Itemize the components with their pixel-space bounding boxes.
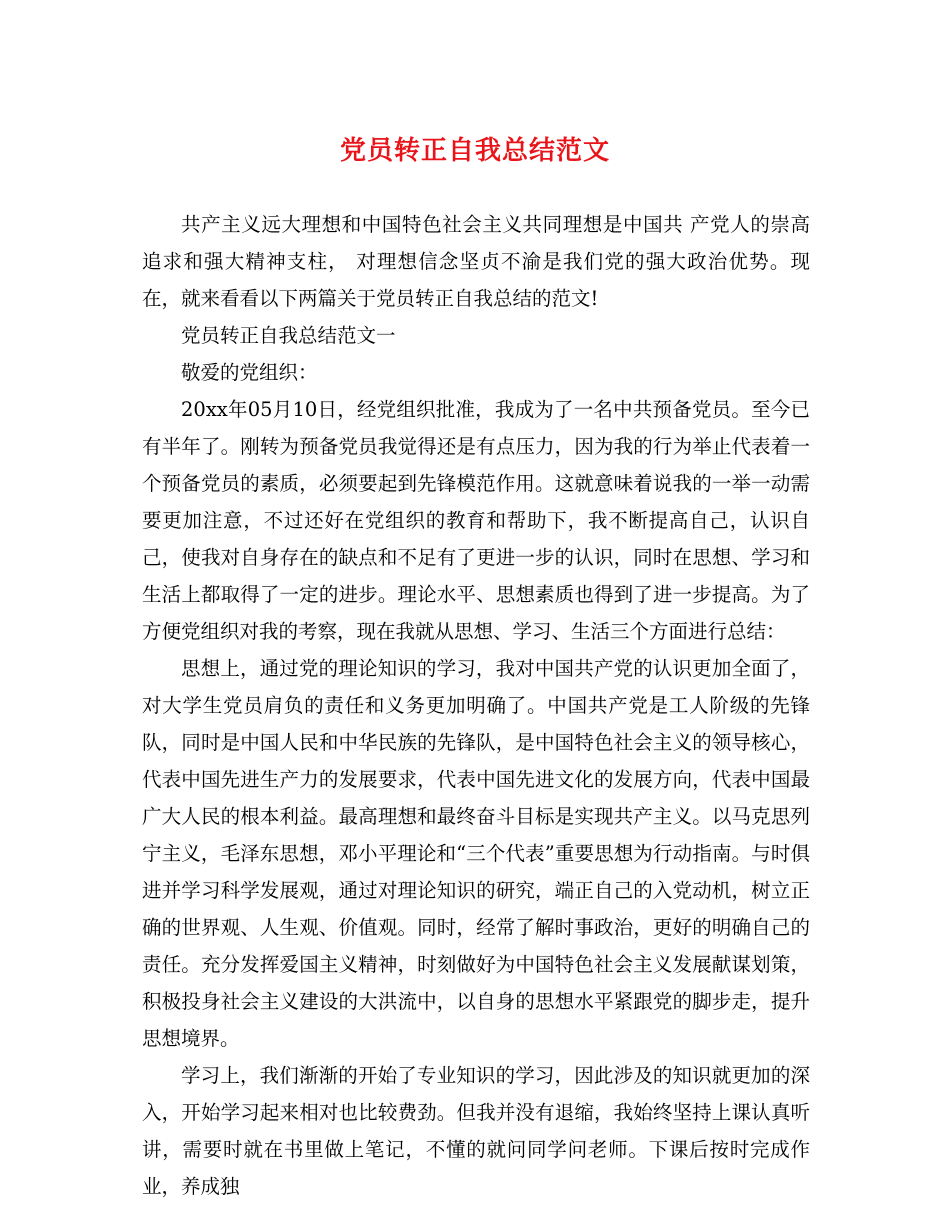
- document-body: [142, 206, 810, 1205]
- paragraph-study: 学习上，我们渐渐的开始了专业知识的学习，因此涉及的知识就更加的深入，开始学习起来相对也比较费劲。但我并没有退缩，我始终坚持上课认真听讲，需要时就在书里做上笔记，不懂的就问同学问老师。下课后按时完成作业，养成独: [142, 1064, 810, 1198]
- paragraph-intro: 共产主义远大理想和中国特色社会主义共同理想是中国共 产党人的崇高追求和强大精神支柱， 对理想信念坚贞不渝是我们党的强大政治优势。现在，就来看看以下两篇关于党员转正自我总结的范文!: [142, 213, 810, 310]
- salutation: 敬爱的党组织：: [181, 361, 318, 384]
- document-title: 党员转正自我总结范文: [339, 136, 610, 166]
- paragraph-thought: 思想上，通过党的理论知识的学习，我对中国共产党的认识更加全面了，对大学生党员肩负的责任和义务更加明确了。中国共产党是工人阶级的先锋队，同时是中国人民和中华民族的先锋队，是中国特色社会主义的领导核心，代表中国先进生产力的发展要求，代表中国先进文化的发展方向，代表中国最广大人民的根本利益。最高理想和最终奋斗目标是实现共产主义。以马克思列宁主义，毛泽东思想，邓小平理论和“三个代表”重要思想为行动指南。与时俱进并学习科学发展观，通过对理论知识的研究，端正自己的入党动机，树立正确的世界观、人生观、价值观。同时，经常了解时事政治，更好的明确自己的责任。充分发挥爱国主义精神，时刻做好为中国特色社会主义发展献谋划策，积极投身社会主义建设的大洪流中，以自身的思想水平紧跟党的脚步走，提升思想境界。: [142, 657, 810, 1050]
- paragraph-overview: 20xx年05月10日，经党组织批准，我成为了一名中共预备党员。至今已有半年了。刚转为预备党员我觉得还是有点压力，因为我的行为举止代表着一个预备党员的素质，必须要起到先锋模范作用。这就意味着说我的一举一动需要更加注意，不过还好在党组织的教育和帮助下，我不断提高自己，认识自己，使我对自身存在的缺点和不足有了更进一步的认识，同时在思想、学习和生活上都取得了一定的进步。理论水平、思想素质也得到了进一步提高。为了方便党组织对我的考察，现在我就从思想、学习、生活三个方面进行总结：: [142, 398, 810, 643]
- section-heading: 党员转正自我总结范文一: [181, 324, 396, 347]
